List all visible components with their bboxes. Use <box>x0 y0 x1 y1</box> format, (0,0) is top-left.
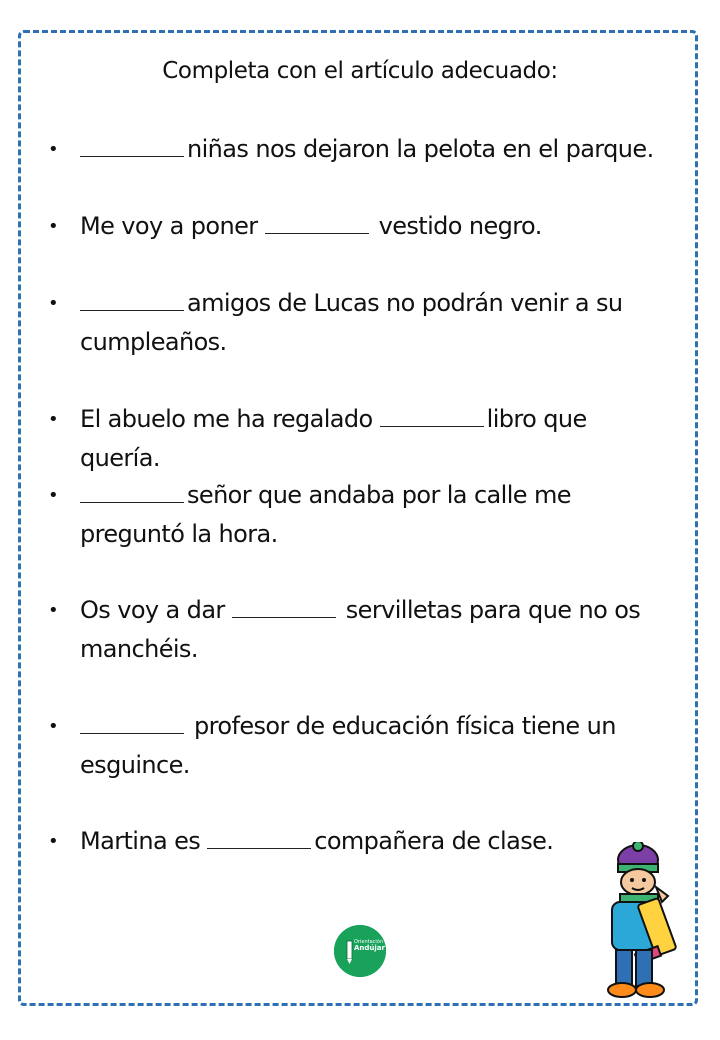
item-text-after: libro que quería. <box>80 405 587 472</box>
orientacion-andujar-logo <box>334 925 386 977</box>
boy-with-pencil-illustration <box>598 842 688 1002</box>
item-text-after: compañera de clase. <box>314 827 554 855</box>
bullet-icon: • <box>48 216 59 237</box>
answer-blank[interactable] <box>80 288 184 311</box>
answer-blank[interactable] <box>232 595 336 618</box>
pencil-logo-icon <box>334 925 386 977</box>
answer-blank[interactable] <box>207 826 311 849</box>
answer-blank[interactable] <box>80 480 184 503</box>
bullet-icon: • <box>48 139 59 160</box>
item-text-after: señor que andaba por la calle me preguntó la hora. <box>80 481 571 548</box>
item-text-after: niñas nos dejaron la pelota en el parque. <box>187 135 654 163</box>
logo-line1: Orientación <box>354 939 384 945</box>
answer-blank[interactable] <box>265 211 369 234</box>
item-text-before: Os voy a dar <box>80 596 225 624</box>
bullet-icon: • <box>48 831 59 852</box>
bullet-icon: • <box>48 293 59 314</box>
bullet-icon: • <box>48 409 59 430</box>
item-text-after: profesor de educación física tiene un esguince. <box>80 712 616 779</box>
worksheet-title: Completa con el artículo adecuado: <box>162 58 558 84</box>
bullet-icon: • <box>48 716 59 737</box>
logo-line2: Andújar <box>354 944 385 952</box>
item-text-before: Martina es <box>80 827 201 855</box>
item-text-before: El abuelo me ha regalado <box>80 405 373 433</box>
answer-blank[interactable] <box>80 711 184 734</box>
item-text-before: Me voy a poner <box>80 212 258 240</box>
answer-blank[interactable] <box>80 134 184 157</box>
item-text-after: servilletas para que no os manchéis. <box>80 596 641 663</box>
bullet-icon: • <box>48 485 59 506</box>
answer-blank[interactable] <box>380 404 484 427</box>
bullet-icon: • <box>48 600 59 621</box>
item-text-after: vestido negro. <box>378 212 542 240</box>
item-text-after: amigos de Lucas no podrán venir a su cumpleaños. <box>80 289 623 356</box>
